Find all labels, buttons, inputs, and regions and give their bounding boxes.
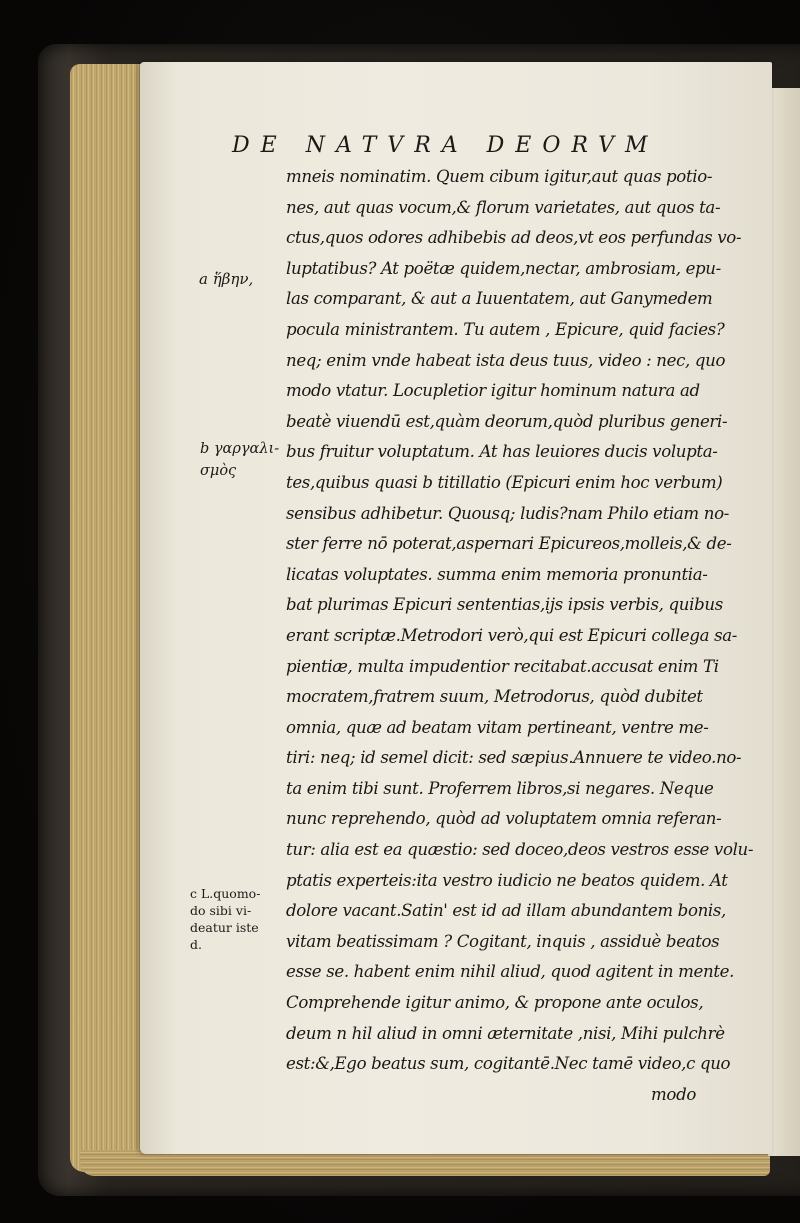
text-line: nunc reprehendo, quòd ad voluptatem omnia referan- [286, 809, 722, 829]
text-line: mocratem,fratrem suum, Metrodorus, quòd dubitet [286, 687, 703, 707]
text-line: nes, aut quas vocum,& florum varietates, aut quos ta- [286, 197, 721, 217]
text-line: neq; enim vnde habeat ista deus tuus, video : nec, quo [286, 350, 726, 370]
margin-gloss-c-line: c L.quomo- [190, 886, 261, 901]
text-line: beatè viuendū est,quàm deorum,quòd pluribus generi- [286, 411, 728, 431]
text-line: ta enim tibi sunt. Proferrem libros,si negares. Neque [286, 778, 714, 798]
text-line: pientiæ, multa impudentior recitabat.accusat enim Ti [286, 656, 719, 676]
text-line: Comprehende igitur animo, & propone ante oculos, [286, 993, 704, 1013]
text-line: deum n hil aliud in omni æternitate ,nisi, Mihi pulchrè [286, 1023, 725, 1043]
margin-gloss-a: a ἥβην, [199, 270, 254, 288]
margin-gloss-b-line: σμὸς [200, 463, 237, 479]
text-line: tiri: neq; id semel dicit: sed sæpius.Annuere te video.no- [286, 748, 742, 768]
margin-gloss-b [200, 438, 279, 482]
body-text [286, 162, 770, 1110]
running-head: DE NATVRA DEORVM [232, 133, 659, 158]
text-line: erant scriptæ.Metrodori verò,qui est Epicuri collega sa- [286, 625, 738, 645]
facing-page-edge [768, 88, 800, 1156]
text-line: modo [651, 1084, 696, 1104]
text-line: tur: alia est ea quæstio: sed doceo,deos vestros esse volu- [286, 840, 754, 860]
text-line: omnia, quæ ad beatam vitam pertineant, ventre me- [286, 717, 709, 737]
text-line: tes,quibus quasi b titillatio (Epicuri enim hoc verbum) [286, 472, 723, 492]
text-line: bus fruitur voluptatum. At has leuiores ducis volupta- [286, 442, 718, 462]
text-line: ptatis experteis:ita vestro iudicio ne beatos quidem. At [286, 870, 728, 890]
margin-gloss-c [190, 885, 260, 953]
text-line: ctus,quos odores adhibebis ad deos,vt eos perfundas vo- [286, 228, 742, 248]
margin-gloss-c-line: do sibi vi- [190, 903, 252, 918]
text-line: licatas voluptates. summa enim memoria pronuntia- [286, 564, 708, 584]
text-line: bat plurimas Epicuri sententias,ijs ipsis verbis, quibus [286, 595, 723, 615]
text-line: vitam beatissimam ? Cogitant, inquis , assiduè beatos [286, 931, 720, 951]
text-line: luptatibus? At poëtæ quidem,nectar, ambrosiam, epu- [286, 258, 721, 278]
text-line: mneis nominatim. Quem cibum igitur,aut quas potio- [286, 167, 713, 186]
margin-gloss-c-line: deatur iste [190, 920, 259, 935]
text-line: ster ferre nō poterat,aspernari Epicureos,molleis,& de- [286, 534, 732, 554]
text-line: dolore vacant.Satin' est id ad illam abundantem bonis, [286, 901, 726, 921]
text-line: las comparant, & aut a Iuuentatem, aut Ganymedem [286, 289, 713, 309]
text-line: modo vtatur. Locupletior igitur hominum natura ad [286, 381, 700, 401]
text-line: sensibus adhibetur. Quousq; ludis?nam Philo etiam no- [286, 503, 729, 523]
text-line: est:&,Ego beatus sum, cogitantē.Nec tamē video,c quo [286, 1054, 731, 1074]
margin-gloss-b-line: b γαργαλι- [200, 441, 280, 457]
text-line: pocula ministrantem. Tu autem , Epicure, quid facies? [286, 319, 725, 339]
margin-gloss-c-line: d. [190, 937, 202, 952]
text-line: esse se. habent enim nihil aliud, quod agitent in mente. [286, 962, 735, 982]
